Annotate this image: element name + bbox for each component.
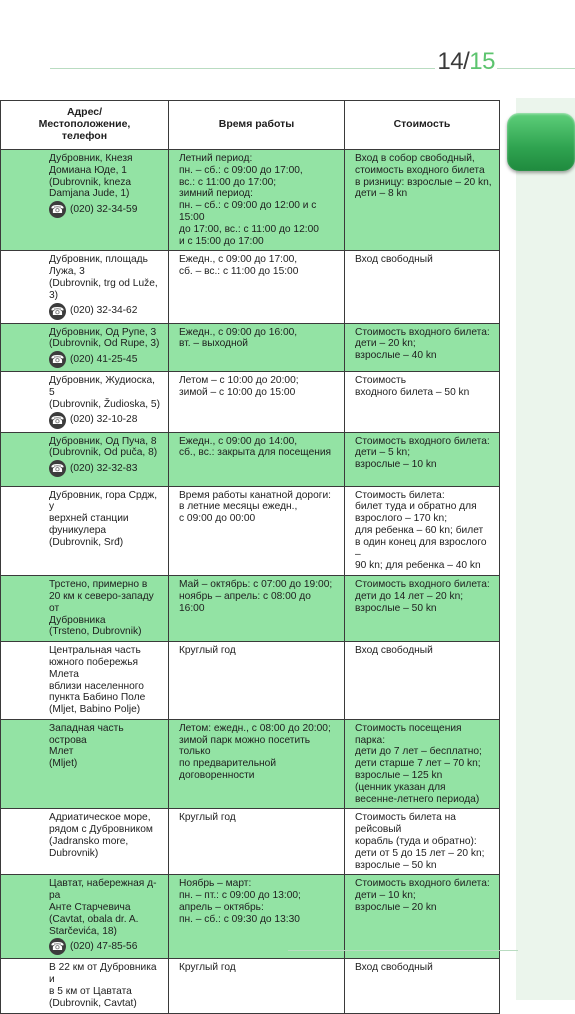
- phone-icon: ☎: [50, 203, 65, 217]
- address-text: Дубровник, Кнезя Домиана Юде, 1 (Dubrovnik, kneza Damjana Jude, 1): [49, 153, 133, 200]
- address-text: Дубровник, гора Срдж, у верхней станции фуникулера (Dubrovnik, Srđ): [49, 489, 158, 548]
- page-total: 15: [469, 48, 495, 75]
- page-separator: /: [463, 48, 470, 75]
- price-cell: Стоимость входного билета: дети – 5 kn; взрослые – 10 kn: [345, 432, 500, 486]
- hours-cell: Летом – с 10:00 до 20:00; зимой – с 10:00 до 15:00: [169, 372, 345, 432]
- address-text: Центральная часть южного побережья Млета вблизи населенного пункта Бабино Поле (Mljet, Babino Polje): [49, 645, 146, 716]
- address-cell: [1, 642, 169, 720]
- address-text: Цавтат, набережная д-ра Анте Старчевича (Cavtat, obala dr. A. Starčevića, 18): [49, 878, 157, 937]
- hours-cell: Ноябрь – март: пн. – пт.: с 09:00 до 13:00; апрель – октябрь: пн. – сб.: с 09:30 до 13:30: [169, 875, 345, 959]
- hours-cell: Ежедн., с 09:00 до 14:00, сб., вс.: закрыта для посещения: [169, 432, 345, 486]
- header-price: Стоимость: [345, 101, 500, 150]
- address-cell: [1, 809, 169, 875]
- info-table: [0, 100, 500, 1014]
- hours-cell: Ежедн., с 09:00 до 17:00, сб. – вс.: с 11:00 до 15:00: [169, 251, 345, 323]
- hours-cell: Круглый год: [169, 642, 345, 720]
- table-row: [1, 642, 500, 720]
- table-row: [1, 372, 500, 432]
- table-row: [1, 719, 500, 809]
- address-text: Дубровник, Од Рупе, 3 (Dubrovnik, Od Rupe, 3): [49, 326, 160, 350]
- page-number: [435, 48, 497, 76]
- phone-icon: ☎: [50, 353, 65, 367]
- address-cell: [1, 150, 169, 251]
- address-cell: [1, 323, 169, 372]
- address-text: Адриатическое море, рядом с Дубровником (Jadransko more, Dubrovnik): [49, 812, 153, 859]
- phone-icon: ☎: [50, 462, 65, 476]
- address-cell: [1, 875, 169, 959]
- phone-number: (020) 41-25-45: [70, 353, 138, 365]
- section-tab[interactable]: [507, 113, 575, 171]
- address-cell: [1, 959, 169, 1013]
- price-cell: Стоимость входного билета: дети до 14 лет – 20 kn; взрослые – 50 kn: [345, 576, 500, 642]
- hours-cell: Летом: ежедн., с 08:00 до 20:00; зимой парк можно посетить только по предварительной договоренности: [169, 719, 345, 809]
- phone-line: [49, 303, 162, 320]
- phone-icon: ☎: [50, 940, 65, 954]
- price-cell: Стоимость билета: билет туда и обратно для взрослого – 170 kn; для ребенка – 60 kn; билет в один конец для взрослого – 90 kn; для ребенка – 40 kn: [345, 486, 500, 576]
- phone-line: [49, 351, 162, 368]
- price-cell: Стоимость посещения парка: дети до 7 лет – бесплатно; дети старше 7 лет – 70 kn; взрослые – 125 kn (ценник указан для весенне-летнего периода): [345, 719, 500, 809]
- phone-icon: ☎: [50, 304, 65, 318]
- table-row: [1, 251, 500, 323]
- phone-number: (020) 47-85-56: [70, 941, 138, 953]
- price-cell: Стоимость входного билета: дети – 10 kn; взрослые – 20 kn: [345, 875, 500, 959]
- phone-line: [49, 412, 162, 429]
- address-cell: [1, 719, 169, 809]
- address-cell: [1, 372, 169, 432]
- phone-icon: ☎: [50, 413, 65, 427]
- price-cell: Стоимость входного билета: дети – 20 kn; взрослые – 40 kn: [345, 323, 500, 372]
- hours-cell: Летний период: пн. – сб.: с 09:00 до 17:00, вс.: с 11:00 до 17:00; зимний период: пн. – сб.: с 09:00 до 12:00 и с 15:00 до 17:00, вс.: с 11:00 до 12:00 и с 15:00 до 17:00: [169, 150, 345, 251]
- phone-number: (020) 32-10-28: [70, 414, 138, 426]
- side-strip: [516, 98, 575, 1000]
- header-hours: Время работы: [169, 101, 345, 150]
- table-row: [1, 875, 500, 959]
- table-row: [1, 959, 500, 1013]
- address-cell: [1, 486, 169, 576]
- footer-rule: [288, 950, 518, 951]
- phone-number: (020) 32-34-59: [70, 203, 138, 215]
- price-cell: Вход в собор свободный, стоимость входного билета в ризницу: взрослые – 20 kn, дети – 8 kn: [345, 150, 500, 251]
- address-text: В 22 км от Дубровника и в 5 км от Цавтата (Dubrovnik, Cavtat): [49, 962, 157, 1009]
- address-text: Западная часть острова Млет (Mljet): [49, 722, 124, 770]
- price-cell: Вход свободный: [345, 251, 500, 323]
- hours-cell: Круглый год: [169, 809, 345, 875]
- phone-line: [49, 201, 162, 218]
- hours-cell: Ежедн., с 09:00 до 16:00, вт. – выходной: [169, 323, 345, 372]
- phone-number: (020) 32-34-62: [70, 305, 138, 317]
- table-row: [1, 323, 500, 372]
- hours-cell: Круглый год: [169, 959, 345, 1013]
- phone-number: (020) 32-32-83: [70, 462, 138, 474]
- address-text: Дубровник, Жудиоска, 5 (Dubrovnik, Žudioska, 5): [49, 375, 160, 410]
- address-text: Дубровник, площадь Лужа, 3 (Dubrovnik, trg od Luže, 3): [49, 254, 158, 301]
- phone-line: [49, 460, 162, 477]
- address-text: Дубровник, Од Пуча, 8 (Dubrovnik, Od puča, 8): [49, 435, 158, 459]
- price-cell: Вход свободный: [345, 642, 500, 720]
- address-cell: [1, 576, 169, 642]
- table-row: [1, 150, 500, 251]
- hours-cell: Май – октябрь: с 07:00 до 19:00; ноябрь – апрель: с 08:00 до 16:00: [169, 576, 345, 642]
- table-row: [1, 809, 500, 875]
- phone-line: [49, 938, 162, 955]
- address-text: Трстено, примерно в 20 км к северо-западу от Дубровника (Trsteno, Dubrovnik): [49, 579, 154, 638]
- table-body: [1, 150, 500, 1014]
- table-header-row: [1, 101, 500, 150]
- hours-cell: Время работы канатной дороги: в летние месяцы ежедн., с 09:00 до 00:00: [169, 486, 345, 576]
- table-row: [1, 576, 500, 642]
- table-row: [1, 486, 500, 576]
- price-cell: Стоимость входного билета – 50 kn: [345, 372, 500, 432]
- address-cell: [1, 251, 169, 323]
- page-current: 14: [437, 48, 464, 75]
- price-cell: Стоимость билета на рейсовый корабль (туда и обратно): дети от 5 до 15 лет – 20 kn; взрослые – 50 kn: [345, 809, 500, 875]
- address-cell: [1, 432, 169, 486]
- table-row: [1, 432, 500, 486]
- header-address: Адрес/ Местоположение, телефон: [1, 101, 169, 150]
- price-cell: Вход свободный: [345, 959, 500, 1013]
